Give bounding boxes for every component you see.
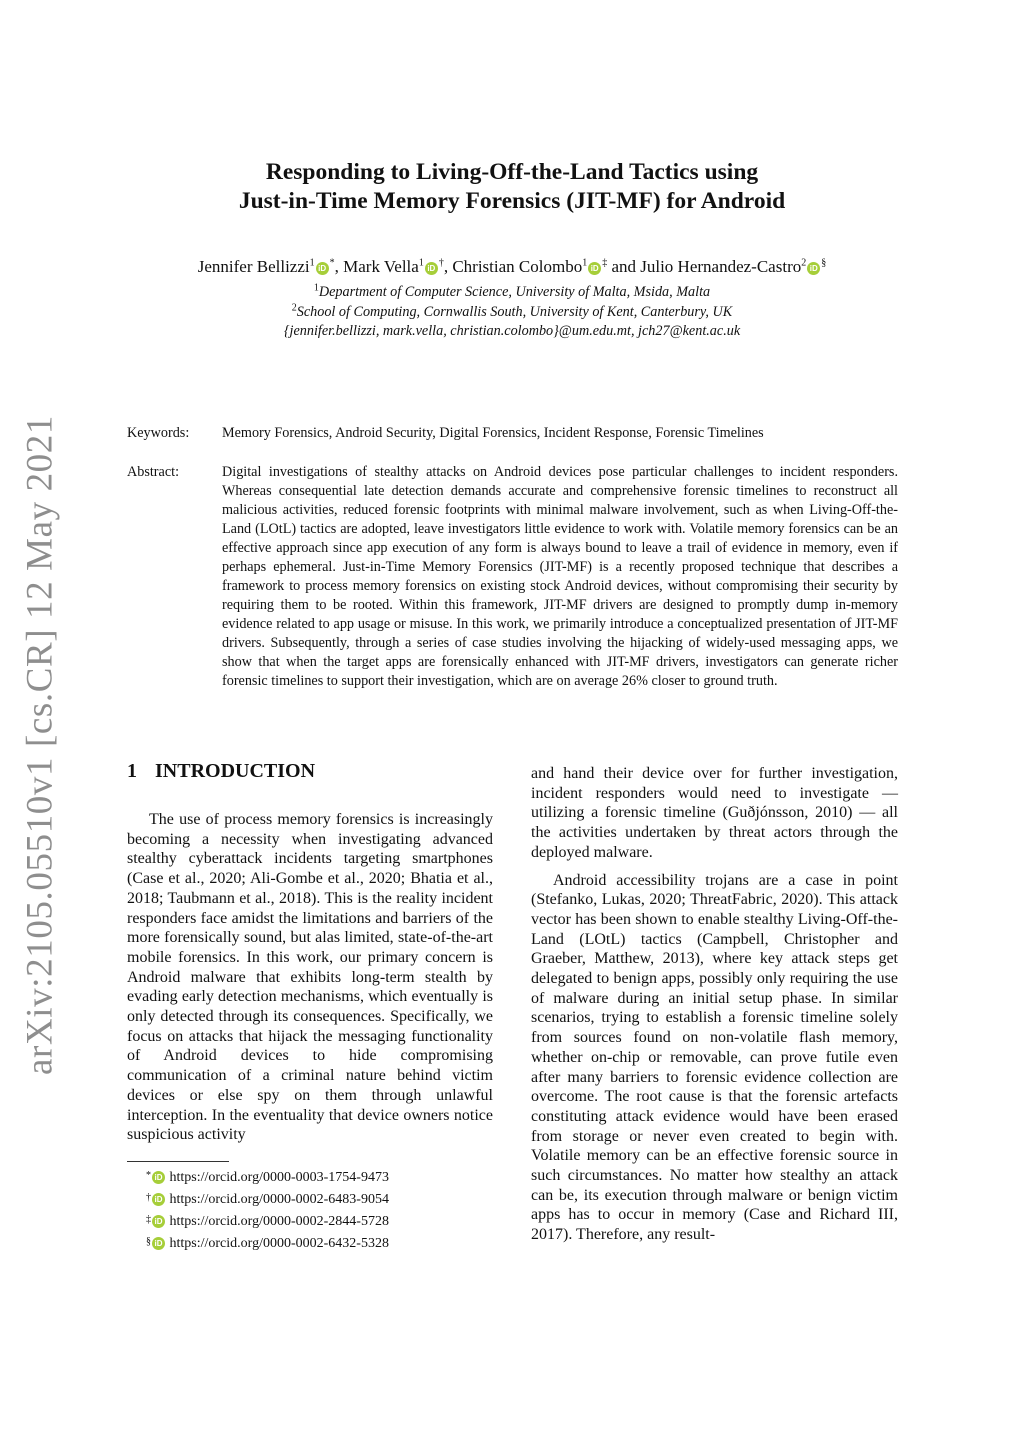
footnote-mark: * bbox=[146, 1170, 151, 1181]
author-separator: and bbox=[607, 257, 641, 276]
orcid-icon[interactable]: iD bbox=[152, 1193, 165, 1206]
footnote bbox=[146, 1188, 389, 1210]
orcid-icon[interactable]: iD bbox=[152, 1171, 165, 1184]
body-paragraph: Android accessibility trojans are a case in point (Stefanko, Lukas, 2020; ThreatFabric, 2020). This attack vector has been shown to enable stealthy Living-Off-the-Land (LOtL) tactics (Campbell, Christopher and Graeber, Matthew, 2013), where key attack steps get delegated to benign apps, possibly only requiring the use of malware during an initial setup phase. In similar scenarios, trying to establish a forensic timeline solely from sources found on non-volatile flash memory, whether on-chip or removable, can prove futile even after many barriers to forensic evidence collection are overcome. The root cause is that the forensic artefacts constituting attack evidence would have been erased from storage or never even created to begin with. Volatile memory can be an effective forensic source in such circumstances. No matter how stealthy an attack can be, its execution through malware or benign victim apps has to occur in memory (Case and Richard III, 2017). Therefore, any result- bbox=[531, 871, 898, 1244]
footnote-link[interactable]: https://orcid.org/0000-0002-6483-9054 bbox=[169, 1192, 389, 1207]
author-footnote-mark: * bbox=[329, 257, 335, 269]
author-footnote-mark: † bbox=[438, 257, 444, 269]
footnote-mark: ‡ bbox=[146, 1214, 151, 1225]
abstract-label: Abstract: bbox=[127, 464, 180, 480]
orcid-icon[interactable]: iD bbox=[425, 262, 438, 275]
title-line-1: Responding to Living-Off-the-Land Tactics using bbox=[265, 159, 759, 185]
footnote-link[interactable]: https://orcid.org/0000-0002-2844-5728 bbox=[169, 1214, 389, 1229]
abstract-text: Digital investigations of stealthy attacks on Android devices pose particular challenges to incident responders. Whereas consequential late detection demands accurate and comprehensive forensic timelines to reconstruct all malicious activities, reduced forensic footprints with minimal malware involvement, such as when Living-Off-the-Land (LOtL) tactics are adopted, leave investigators little evidence to work with. Volatile memory forensics can be an effective approach since app execution of any form is always bound to leave a trail of evidence in memory, even if perhaps ephemeral. Just-in-Time Memory Forensics (JIT-MF) is a recently proposed technique that describes a framework to process memory forensics on existing stock Android devices, without compromising their security by requiring them to be rooted. Within this framework, JIT-MF drivers are designed to promptly dump in-memory evidence related to app usage or misuse. In this work, we primarily introduce a conceptualized presentation of JIT-MF drivers. Subsequently, through a series of case studies involving the hijacking of widely-used messaging apps, we show that when the target apps are forensically enhanced with JIT-MF drivers, investigators can generate richer forensic timelines to support their investigation, which are on average 26% closer to ground truth. bbox=[222, 464, 898, 689]
orcid-icon[interactable]: iD bbox=[807, 262, 820, 275]
title-line-2: Just-in-Time Memory Forensics (JIT-MF) for Android bbox=[238, 188, 786, 214]
footnote-mark: § bbox=[146, 1236, 151, 1247]
author-affil-num: 1 bbox=[309, 257, 315, 269]
affiliations bbox=[0, 283, 1024, 342]
author-affil-num: 2 bbox=[801, 257, 807, 269]
author-name: Julio Hernandez-Castro bbox=[640, 257, 802, 276]
author-list bbox=[0, 257, 1024, 277]
arxiv-sidebar bbox=[12, 415, 68, 1075]
footnote bbox=[146, 1232, 389, 1254]
footnote-divider bbox=[127, 1161, 229, 1162]
author-footnote-mark: ‡ bbox=[602, 257, 608, 269]
footnote bbox=[146, 1210, 389, 1232]
author-name: Mark Vella bbox=[343, 257, 419, 276]
orcid-icon[interactable]: iD bbox=[316, 262, 329, 275]
section-number: 1 bbox=[127, 760, 137, 782]
affiliation-num: 2 bbox=[291, 301, 297, 313]
section-heading bbox=[127, 760, 315, 783]
orcid-icon[interactable]: iD bbox=[152, 1237, 165, 1250]
footnotes bbox=[146, 1166, 389, 1254]
footnote-link[interactable]: https://orcid.org/0000-0002-6432-5328 bbox=[169, 1236, 389, 1251]
author-footnote-mark: § bbox=[821, 257, 827, 269]
body-paragraph: and hand their device over for further investigation, incident responders would need to investigate — utilizing a forensic timeline (Guðjónsson, 2010) — all the activities undertaken by threat actors through the deployed malware. bbox=[531, 765, 898, 861]
keywords-label: Keywords: bbox=[127, 425, 190, 441]
keywords-text: Memory Forensics, Android Security, Digital Forensics, Incident Response, Forensic Timelines bbox=[222, 425, 764, 441]
affiliation-1 bbox=[0, 283, 1024, 303]
arxiv-identifier: arXiv:2105.05510v1 [cs.CR] 12 May 2021 bbox=[19, 415, 61, 1075]
footnote bbox=[146, 1166, 389, 1188]
orcid-icon[interactable]: iD bbox=[588, 262, 601, 275]
affiliation-num: 1 bbox=[313, 282, 319, 294]
affiliation-2 bbox=[0, 303, 1024, 323]
paper-title bbox=[0, 158, 1024, 216]
author-name: Christian Colombo bbox=[452, 257, 583, 276]
author-separator: , bbox=[443, 257, 453, 276]
footnote-link[interactable]: https://orcid.org/0000-0003-1754-9473 bbox=[169, 1170, 389, 1185]
body-paragraph: The use of process memory forensics is increasingly becoming a necessity when investigating advanced stealthy cyberattack incidents targeting smartphones (Case et al., 2020; Ali-Gombe et al., 2020; Bhatia et al., 2018; Taubmann et al., 2018). This is the reality incident responders face amidst the limitations and barriers of the more forensically sound, but alas limited, state-of-the-art mobile forensics. In this work, our primary concern is Android malware that exhibits long-term stealth by evading early detection mechanisms, which eventually is only detected through its consequences. Specifically, we focus on attacks that hijack the messaging functionality of Android devices to hide compromising communication of a criminal nature behind victim devices or else spy on them through unlawful interception. In the eventuality that device owners notice suspicious activity bbox=[127, 811, 493, 1144]
footnote-mark: † bbox=[146, 1192, 151, 1203]
author-separator: , bbox=[334, 257, 344, 276]
author-name: Jennifer Bellizzi bbox=[197, 257, 310, 276]
affiliation-text: Department of Computer Science, University of Malta, Msida, Malta bbox=[318, 284, 711, 300]
author-affil-num: 1 bbox=[582, 257, 588, 269]
right-column bbox=[531, 764, 898, 1245]
left-column bbox=[127, 810, 493, 1145]
orcid-icon[interactable]: iD bbox=[152, 1215, 165, 1228]
author-affil-num: 1 bbox=[418, 257, 424, 269]
author-emails: {jennifer.bellizzi, mark.vella, christian.colombo}@um.edu.mt, jch27@kent.ac.uk bbox=[283, 323, 741, 339]
affiliation-text: School of Computing, Cornwallis South, University of Kent, Canterbury, UK bbox=[296, 303, 733, 320]
section-title: INTRODUCTION bbox=[155, 760, 316, 782]
